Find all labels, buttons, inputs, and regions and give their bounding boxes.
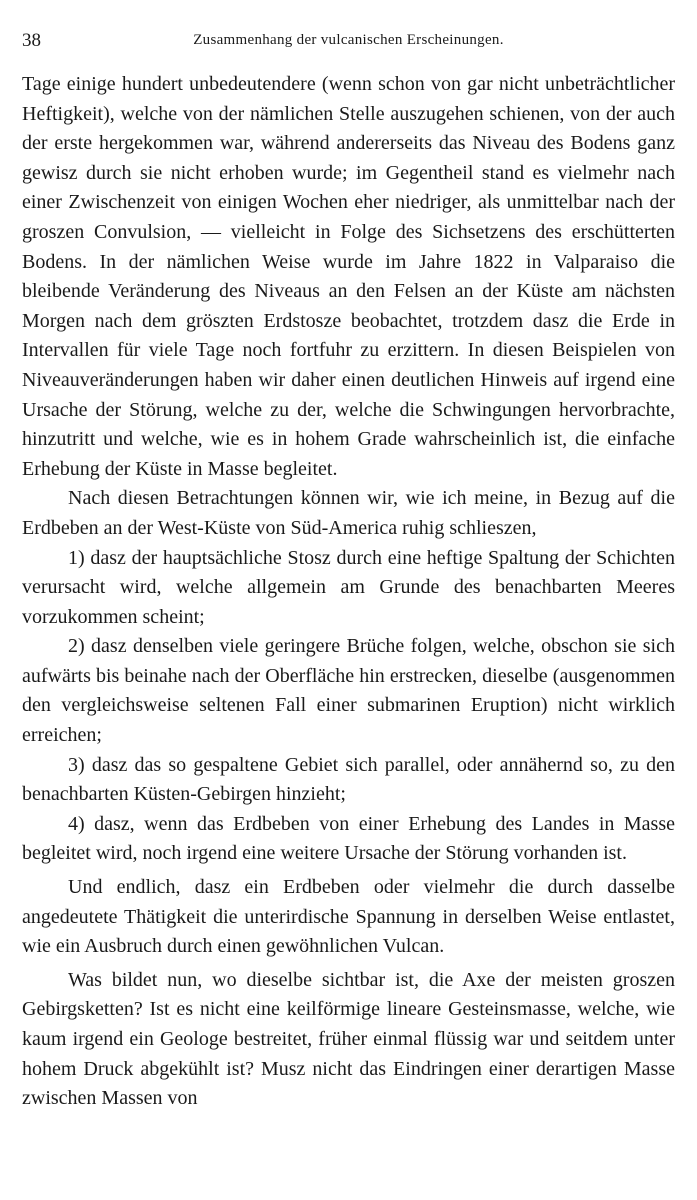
paragraph-continuation: Tage einige hundert unbedeutendere (wenn schon von gar nicht unbeträchtlicher Heftigkeit), welche von der nämlichen Stelle auszugehen schienen, von der auch der erste hergekommen war, während andererseits das Niveau des Bodens ganz gewisz durch sie nicht erhoben wurde; im Gegentheil stand es vielmehr nach einer Zwischenzeit von einigen Wochen eher niedriger, als unmittelbar nach der groszen Convulsion, — vielleicht in Folge des Sichsetzens des erschütterten Bodens. In der nämlichen Weise wurde im Jahre 1822 in Valparaiso die bleibende Veränderung des Niveaus an den Felsen an der Küste am nächsten Morgen nach dem gröszten Erdstosze beobachtet, trotzdem dasz die Erde in Intervallen für viele Tage noch fortfuhr zu erzittern. In diesen Beispielen von Niveauveränderungen haben wir daher einen deutlichen Hinweis auf irgend eine Ursache der Störung, welche zu der, welche die Schwingungen hervorbrachte, hinzutritt und welche, wie es in hohem Grade wahrscheinlich ist, die einfache Erhebung der Küste in Masse begleitet. [22,73,675,480]
list-item-1: 1) dasz der hauptsächliche Stosz durch eine heftige Spaltung der Schichten verursacht wird, welche allgemein am Grunde des benachbarten Meeres vorzukommen scheint; [22,546,675,628]
page-header [22,30,675,54]
page-number: 38 [22,30,41,51]
paragraph-conclusions-intro: Nach diesen Betrachtungen können wir, wie ich meine, in Bezug auf die Erdbeben an der West-Küste von Süd-America ruhig schlieszen, [22,487,675,539]
paragraph-final-conclusion: Und endlich, dasz ein Erdbeben oder vielmehr die durch dasselbe angedeutete Thätigkeit die unterirdische Spannung in derselben Weise entlastet, wie ein Ausbruch durch einen gewöhnlichen Vulcan. [22,876,675,958]
paragraph-mountain-axis: Was bildet nun, wo dieselbe sichtbar ist, die Axe der meisten groszen Gebirgsketten? Ist es nicht eine keilförmige lineare Gesteinsmasse, welche, wie kaum irgend ein Geologe bestreitet, früher einmal flüssig war und seitdem unter hohem Druck abgekühlt ist? Musz nicht das Eindringen einer derartigen Masse zwischen Massen von [22,968,675,1110]
body-text [22,70,675,1114]
running-title: Zusammenhang der vulcanischen Erscheinungen. [193,32,504,48]
list-item-4: 4) dasz, wenn das Erdbeben von einer Erhebung des Landes in Masse begleitet wird, noch irgend eine weitere Ursache der Störung vorhanden ist. [22,812,675,865]
list-item-2: 2) dasz denselben viele geringere Brüche folgen, welche, obschon sie sich aufwärts bis beinahe nach der Oberfläche hin erstrecken, dieselbe (ausgenommen den vergleichsweise seltenen Fall einer submarinen Eruption) nicht wirklich erreichen; [22,635,675,747]
list-item-3: 3) dasz das so gespaltene Gebiet sich parallel, oder annähernd so, zu den benachbarten Küsten-Gebirgen hinzieht; [22,753,675,806]
